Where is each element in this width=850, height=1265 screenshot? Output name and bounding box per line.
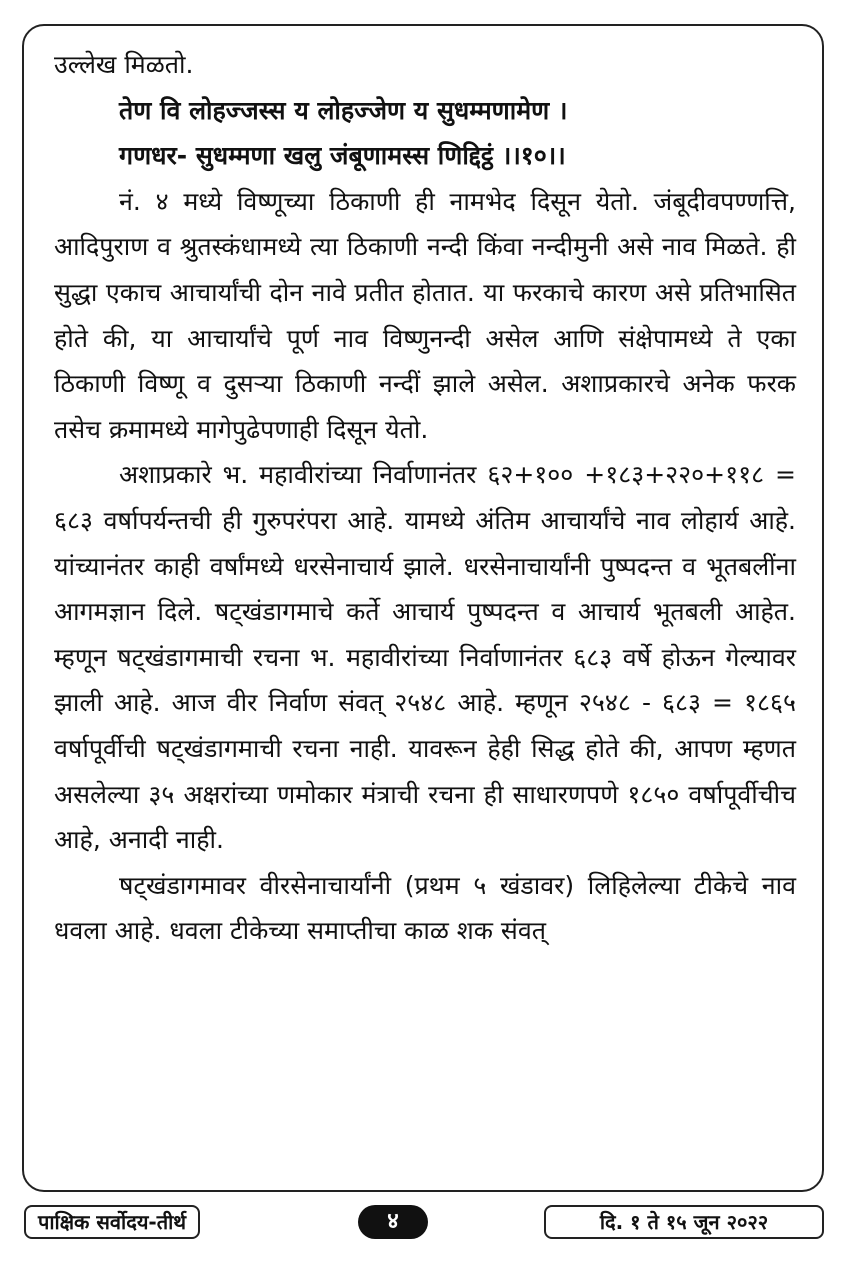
publication-name: पाक्षिक सर्वोदय-तीर्थ: [24, 1205, 200, 1239]
page-number: ४: [358, 1205, 428, 1239]
verse-line-2: गणधर- सुधम्मणा खलु जंबूणामस्स णिद्दिट्ठं ।।१०।।: [119, 141, 566, 171]
issue-date: दि. १ ते १५ जून २०२२: [544, 1205, 824, 1239]
document-body: [54, 42, 796, 954]
paragraph-dhavala: षट्खंडागमावर वीरसेनाचार्यांनी (प्रथम ५ खंडावर) लिहिलेल्या टीकेचे नाव धवला आहे. धवला टीकेच्या समाप्तीचा काळ शक संवत्: [54, 870, 796, 946]
paragraph-continuation: उल्लेख मिळतो.: [54, 50, 194, 79]
paragraph-guru-lineage: अशाप्रकारे भ. महावीरांच्या निर्वाणानंतर ६२+१०० +१८३+२२०+११८ = ६८३ वर्षापर्यन्तची ही गुरुपरंपरा आहे. यामध्ये अंतिम आचार्यांचे नाव लोहार्य आहे. यांच्यानंतर काही वर्षांमध्ये धरसेनाचार्य झाले. धरसेनाचार्यांनी पुष्पदन्त व भूतबलींना आगमज्ञान दिले. षट्खंडागमाचे कर्ते आचार्य पुष्पदन्त व आचार्य भूतबली आहेत. म्हणून षट्खंडागमाची रचना भ. महावीरांच्या निर्वाणानंतर ६८३ वर्षे होऊन गेल्यावर झाली आहे. आज वीर निर्वाण संवत् २५४८ आहे. म्हणून २५४८ - ६८३ = १८६५ वर्षापूर्वीची षट्खंडागमाची रचना नाही. यावरून हेही सिद्ध होते की, आपण म्हणत असलेल्या ३५ अक्षरांच्या णमोकार मंत्राची रचना ही साधारणपणे १८५० वर्षापूर्वीचीच आहे, अनादी नाही.: [54, 460, 796, 855]
verse-line-1: तेण वि लोहज्जस्स य लोहज्जेण य सुधम्मणामेण ।: [119, 95, 568, 125]
paragraph-name-variants: नं. ४ मध्ये विष्णूच्या ठिकाणी ही नामभेद दिसून येतो. जंबूदीवपण्णत्ति, आदिपुराण व श्रुतस्कंधामध्ये त्या ठिकाणी नन्दी किंवा नन्दीमुनी असे नाव मिळते. ही सुद्धा एकाच आचार्यांची दोन नावे प्रतीत होतात. या फरकाचे कारण असे प्रतिभासित होते की, या आचार्यांचे पूर्ण नाव विष्णुनन्दी असेल आणि संक्षेपामध्ये ते एका ठिकाणी विष्णू व दुसऱ्या ठिकाणी नन्दीं झाले असेल. अशाप्रकारचे अनेक फरक तसेच क्रमामध्ये मागेपुढेपणाही दिसून येतो.: [54, 186, 796, 444]
